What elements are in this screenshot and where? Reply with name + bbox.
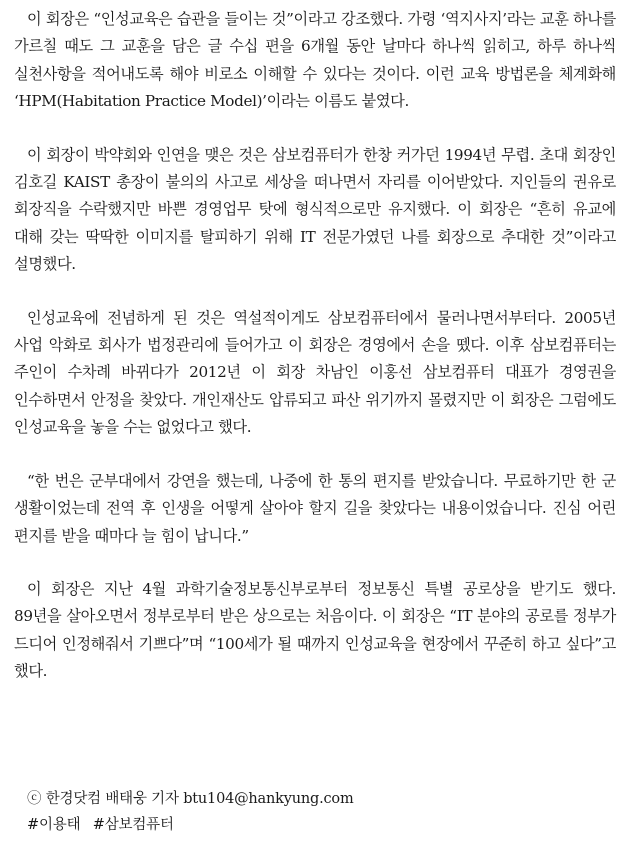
article-paragraph: 이 회장은 “인성교육은 습관을 들이는 것”이라고 강조했다. 가령 ‘역지사지’라는 교훈 하나를 가르칠 때도 그 교훈을 담은 글 수십 편을 6개월 동안 날마다 하나씩 읽히고, 하루 하나씩 실천사항을 적어내도록 해야 비로소 이해할 수 있다는 것이다. 이런 교육 방법론을 체계화해 ‘HPM(Habitation Practice Model)’이라는 이름도 붙였다.: [14, 10, 616, 111]
reporter-byline: ⓒ 한경닷컴 배태웅 기자 btu104@hankyung.com: [27, 791, 354, 807]
tag-link[interactable]: #이용태: [27, 817, 81, 833]
article-paragraph: 인성교육에 전념하게 된 것은 역설적이게도 삼보컴퓨터에서 물러나면서부터다. 2005년 사업 악화로 회사가 법정관리에 들어가고 이 회장은 경영에서 손을 뗐다. 이후 삼보컴퓨터는 주인이 수차례 바뀌다가 2012년 이 회장 차남인 이홍선 삼보컴퓨터 대표가 경영권을 인수하면서 안정을 찾았다. 개인재산도 압류되고 파산 위기까지 몰렸지만 이 회장은 그럼에도 인성교육을 놓을 수는 없었다고 했다.: [14, 308, 616, 437]
article-paragraph: 이 회장은 지난 4월 과학기술정보통신부로부터 정보통신 특별 공로상을 받기도 했다. 89년을 살아오면서 정부로부터 받은 상으로는 처음이다. 이 회장은 “IT 분야의 공로를 정부가 드디어 인정해줘서 기쁘다”며 “100세가 될 때까지 인성교육을 현장에서 꾸준히 하고 싶다”고 했다.: [14, 579, 616, 681]
tag-list: [27, 812, 607, 838]
article-footer: [27, 786, 607, 838]
tag-link[interactable]: #삼보컴퓨터: [92, 817, 174, 833]
article-paragraph: 이 회장이 박약회와 인연을 맺은 것은 삼보컴퓨터가 한창 커가던 1994년 무렵. 초대 회장인 김호길 KAIST 총장이 불의의 사고로 세상을 떠나면서 자리를 이어받았다. 지인들의 권유로 회장직을 수락했지만 바쁜 경영업무 탓에 형식적으로만 유지했다. 이 회장은 “흔히 유교에 대해 갖는 딱딱한 이미지를 탈피하기 위해 IT 전문가였던 나를 회장으로 추대한 것”이라고 설명했다.: [14, 145, 616, 274]
article-body: [14, 6, 616, 712]
article-paragraph: “한 번은 군부대에서 강연을 했는데, 나중에 한 통의 편지를 받았습니다. 무료하기만 한 군 생활이었는데 전역 후 인생을 어떻게 살아야 할지 길을 찾았다는 내용이었습니다. 진심 어린 편지를 받을 때마다 늘 힘이 납니다.”: [14, 471, 616, 545]
